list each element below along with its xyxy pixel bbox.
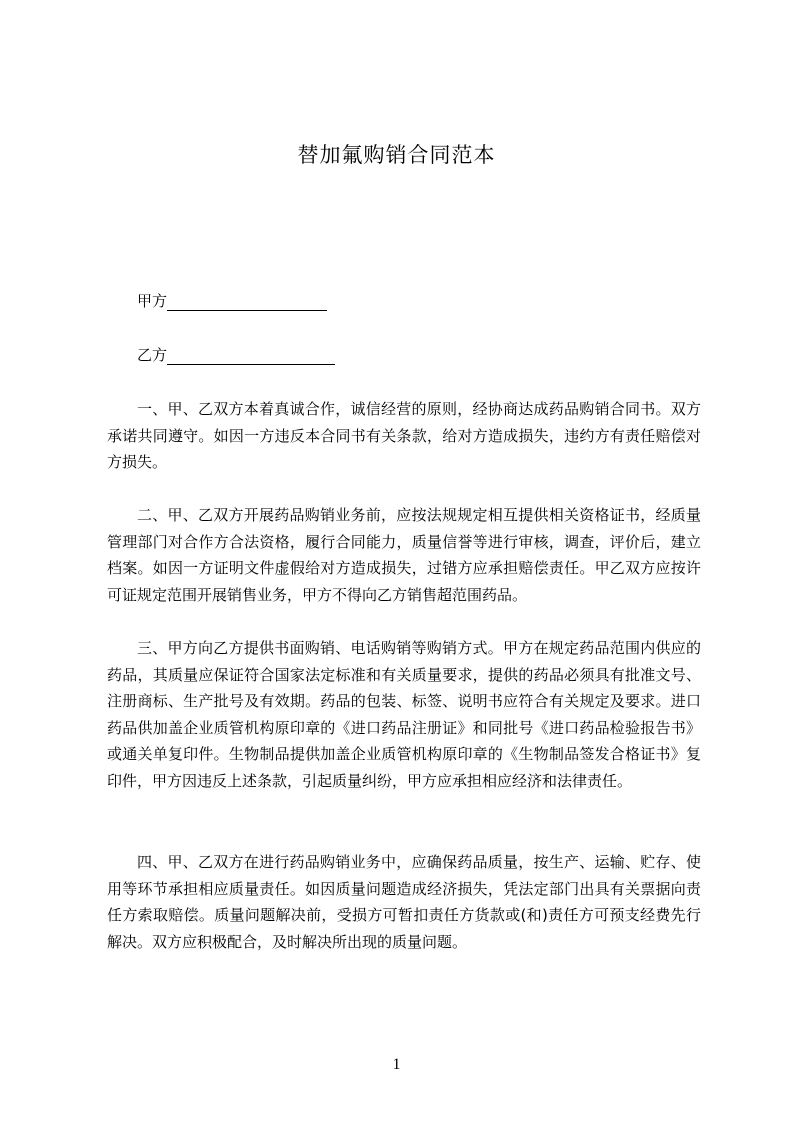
party-b-blank (167, 350, 335, 365)
document-title: 替加氟购销合同范本 (297, 143, 496, 167)
clause-3: 三、甲方向乙方提供书面购销、电话购销等购销方式。甲方在规定药品范围内供应的药品，其质量应保证符合国家法定标准和有关质量要求，提供的药品必须具有批准文号、注册商标、生产批号及有效期。药品的包装、标签、说明书应符合有关规定及要求。进口药品供加盖企业质管机构原印章的《进口药品注册证》和同批号《进口药品检验报告书》或通关单复印件。生物制品提供加盖企业质管机构原印章的《生物制品签发合格证书》复印件，甲方因违反上述条款，引起质量纠纷，甲方应承担相应经济和法律责任。 (107, 639, 701, 790)
party-a-label: 甲方 (137, 292, 168, 310)
clause-1: 一、甲、乙双方本着真诚合作，诚信经营的原则，经协商达成药品购销合同书。双方承诺共同遵守。如因一方违反本合同书有关条款，给对方造成损失，违约方有责任赔偿对方损失。 (107, 400, 701, 471)
party-a-blank (167, 296, 327, 311)
page-number: 1 (392, 1056, 401, 1073)
clause-2: 二、甲、乙双方开展药品购销业务前，应按法规规定相互提供相关资格证书，经质量管理部门对合作方合法资格，履行合同能力，质量信誉等进行审核，调查，评价后，建立档案。如因一方证明文件虚假给对方造成损失，过错方应承担赔偿责任。甲乙双方应按许可证规定范围开展销售业务，甲方不得向乙方销售超范围药品。 (107, 506, 701, 604)
party-a-line (137, 291, 327, 311)
party-b-line (137, 345, 335, 365)
party-b-label: 乙方 (137, 346, 168, 364)
clause-4: 四、甲、乙双方在进行药品购销业务中，应确保药品质量，按生产、运输、贮存、使用等环节承担相应质量责任。如因质量问题造成经济损失，凭法定部门出具有关票据向责任方索取赔偿。质量问题解决前，受损方可暂扣责任方货款或(和)责任方可预支经费先行解决。双方应积极配合，及时解决所出现的质量问题。 (107, 853, 701, 951)
